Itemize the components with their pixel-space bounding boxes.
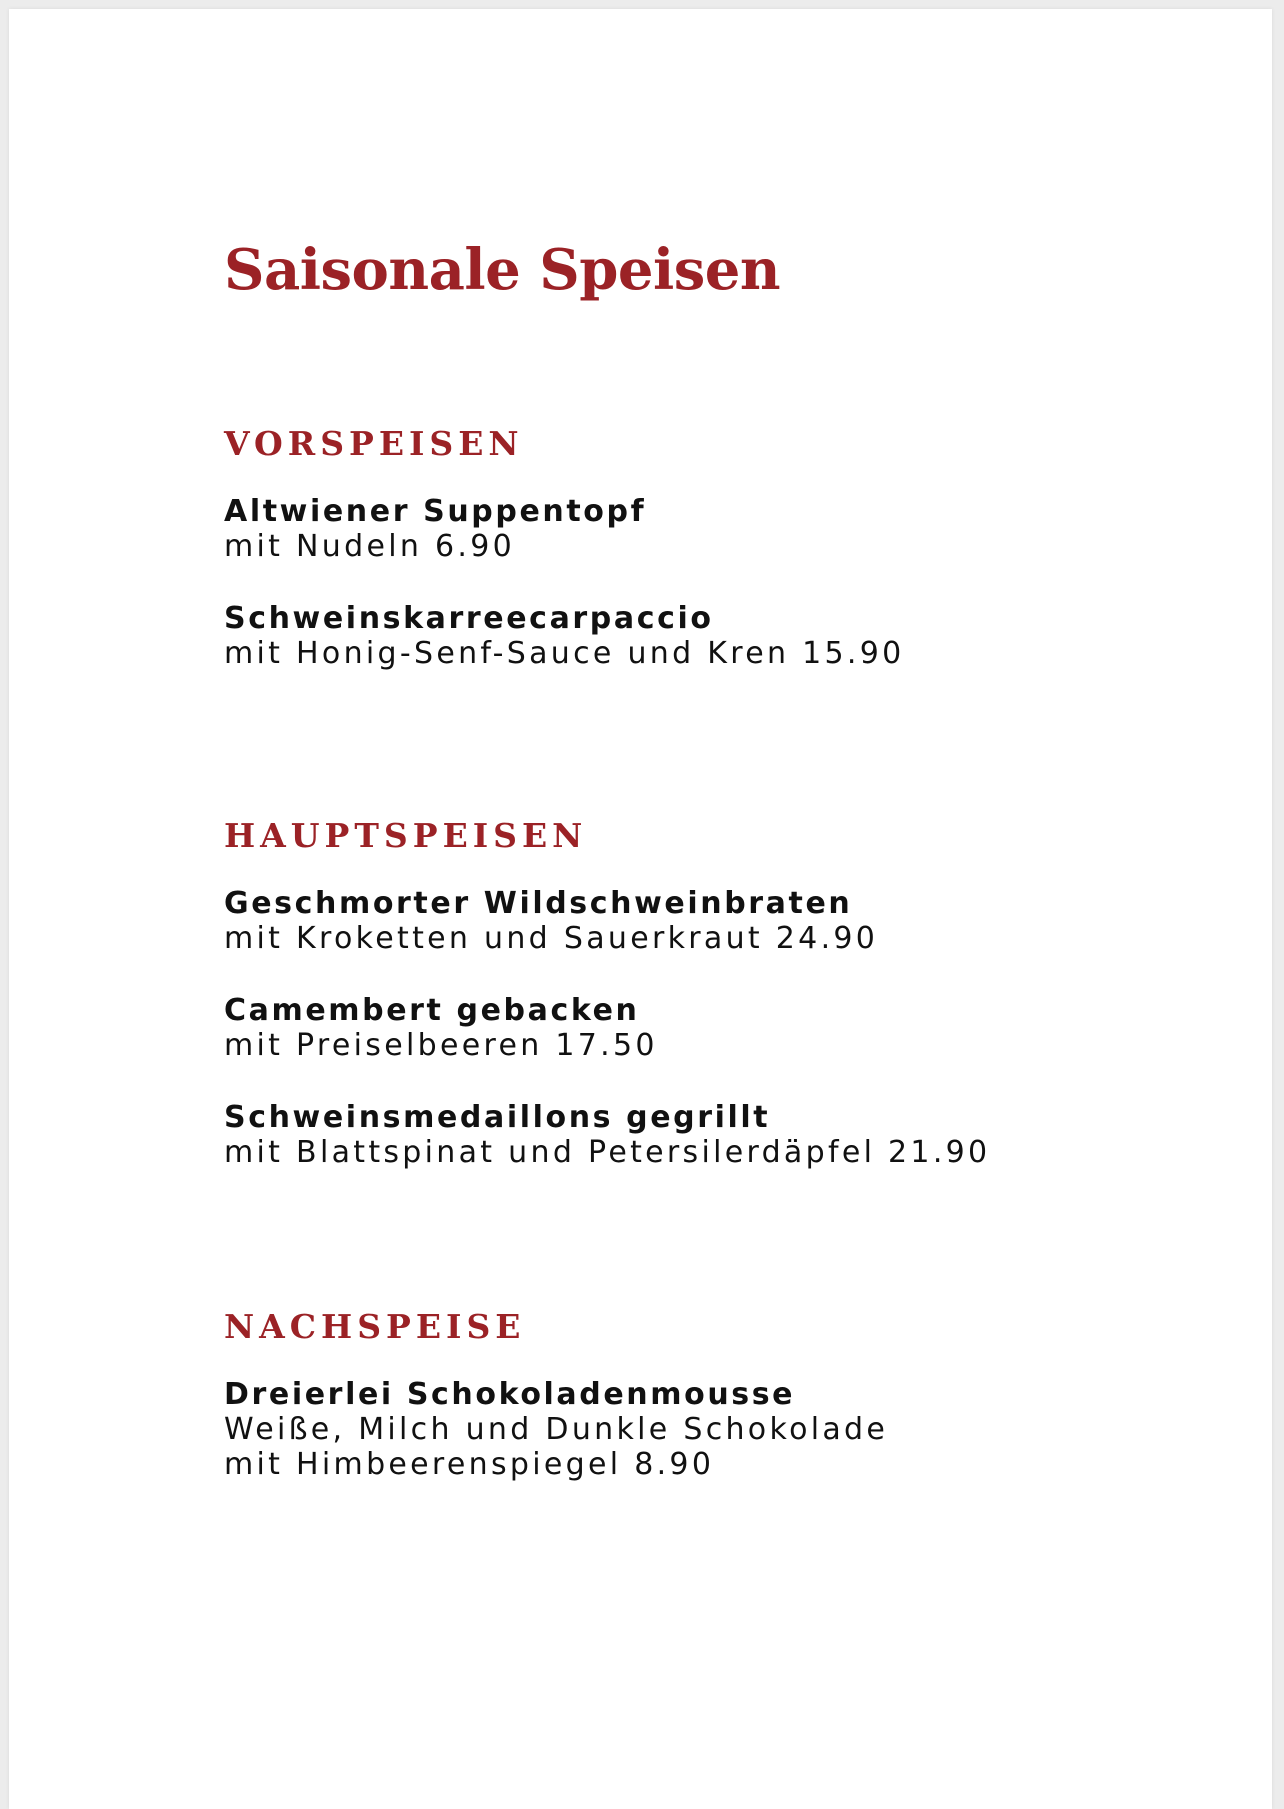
section-nachspeise: [224, 1307, 1212, 1519]
section-vorspeisen: [224, 424, 1212, 708]
menu-item: [224, 1377, 1212, 1482]
section-heading: VORSPEISEN: [224, 424, 524, 463]
menu-item: [224, 993, 1212, 1063]
item-description: mit Nudeln 6.90: [224, 529, 515, 564]
menu-item: [224, 1100, 1212, 1170]
section-heading: NACHSPEISE: [224, 1307, 526, 1346]
section-items: [224, 494, 1212, 671]
menu-item: [224, 886, 1212, 956]
menu-item: [224, 494, 1212, 564]
item-name: Camembert gebacken: [224, 993, 640, 1028]
section-items: [224, 886, 1212, 1170]
section-heading: HAUPTSPEISEN: [224, 816, 588, 855]
item-description: mit Honig-Senf-Sauce und Kren 15.90: [224, 636, 905, 671]
menu-item: [224, 601, 1212, 671]
item-name: Geschmorter Wildschweinbraten: [224, 886, 853, 921]
item-name: Altwiener Suppentopf: [224, 494, 647, 529]
menu-content: [224, 234, 1212, 1482]
menu-page: [9, 9, 1272, 1809]
item-description: mit Blattspinat und Petersilerdäpfel 21.90: [224, 1135, 991, 1170]
item-description: mit Preiselbeeren 17.50: [224, 1028, 658, 1063]
item-description: Weiße, Milch und Dunkle Schokolade mit Himbeerenspiegel 8.90: [224, 1412, 889, 1482]
section-hauptspeisen: [224, 816, 1212, 1207]
item-name: Dreierlei Schokoladenmousse: [224, 1377, 796, 1412]
item-name: Schweinsmedaillons gegrillt: [224, 1100, 771, 1135]
section-items: [224, 1377, 1212, 1482]
menu-title: Saisonale Speisen: [224, 237, 781, 303]
item-description: mit Kroketten und Sauerkraut 24.90: [224, 921, 879, 956]
item-name: Schweinskarreecarpaccio: [224, 601, 714, 636]
